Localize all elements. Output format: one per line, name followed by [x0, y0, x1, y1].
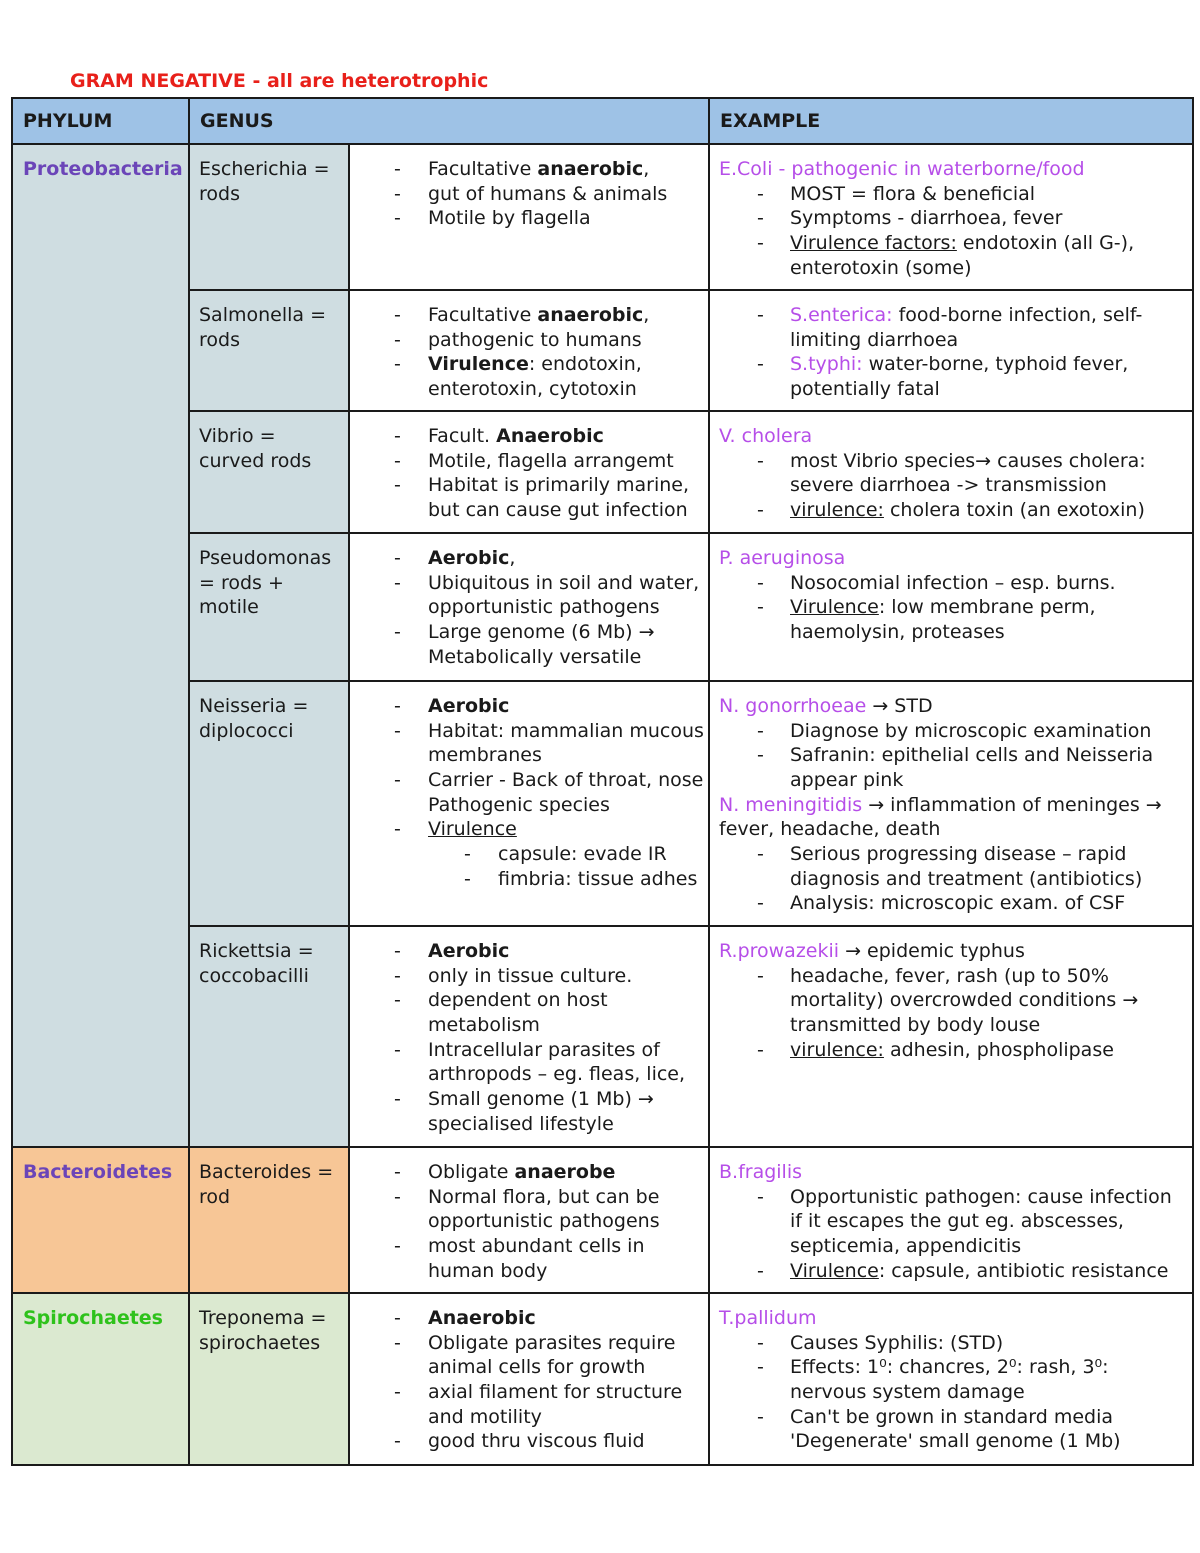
list-item	[719, 498, 1188, 523]
list-item	[350, 964, 704, 989]
list-item	[350, 817, 704, 891]
example-line	[719, 1160, 1188, 1185]
underlined-label: virulence:	[790, 1038, 884, 1061]
list-item	[350, 988, 704, 1037]
example-line	[719, 424, 1188, 449]
genus-properties-cell	[349, 681, 709, 926]
list-item	[350, 1331, 704, 1380]
example-list	[719, 964, 1188, 1063]
text: Motile, flagella arrangemt	[428, 449, 674, 472]
text: Facultative	[428, 304, 538, 326]
list-item	[350, 1380, 704, 1429]
genus-cell: Neisseria = diplococci	[189, 681, 349, 926]
list-item	[350, 1185, 704, 1234]
sub-list-item: - capsule: evade IR	[428, 842, 704, 867]
list-item	[350, 182, 704, 207]
genus-cell: Rickettsia = coccobacilli	[189, 926, 349, 1147]
sub-list-item: - fimbria: tissue adhes	[428, 867, 704, 892]
text: headache, fever, rash (up to 50% mortality) overcrowded conditions → transmitted by body louse	[790, 964, 1139, 1036]
table-row	[12, 144, 1193, 290]
text: most abundant cells in human body	[428, 1234, 645, 1282]
list-item	[719, 182, 1188, 207]
list-item	[719, 206, 1188, 231]
properties-list	[350, 1160, 704, 1284]
example-list	[719, 303, 1188, 402]
list-item	[350, 768, 704, 817]
properties-list	[350, 546, 704, 670]
text: MOST = flora & beneficial	[790, 182, 1036, 205]
list-item	[719, 964, 1188, 1038]
example-cell	[709, 1293, 1193, 1465]
text: Safranin: epithelial cells and Neisseria appear pink	[790, 744, 1154, 791]
text: Motile by flagella	[428, 207, 591, 230]
list-item	[719, 1185, 1188, 1259]
header-example: EXAMPLE	[709, 98, 1193, 144]
list-item	[350, 1234, 704, 1283]
genus-properties-cell	[349, 144, 709, 290]
species-name: V. cholera	[719, 424, 813, 447]
text: ,	[643, 158, 650, 180]
list-item	[350, 473, 704, 522]
list-item	[350, 1160, 704, 1185]
table-row	[12, 533, 1193, 681]
text: Obligate parasites require animal cells for growth	[428, 1331, 676, 1379]
example-list	[719, 719, 1188, 793]
text: Ubiquitous in soil and water, opportunistic pathogens	[428, 571, 700, 619]
phylum-cell-bacteroidetes: Bacteroidetes	[12, 1147, 189, 1293]
genus-cell: Escherichia = rods	[189, 144, 349, 290]
species-name: T.pallidum	[719, 1306, 817, 1329]
example-list	[719, 449, 1188, 523]
text: Effects: 1⁰: chancres, 2⁰: rash, 3⁰: nervous system damage	[790, 1356, 1109, 1403]
genus-properties-cell	[349, 1293, 709, 1465]
list-item	[719, 1405, 1188, 1454]
text: adhesin, phospholipase	[883, 1038, 1114, 1061]
text: → STD	[866, 694, 933, 717]
text: Opportunistic pathogen: cause infection if it escapes the gut eg. abscesses, septicemia, appendicitis	[790, 1185, 1172, 1257]
table-row	[12, 290, 1193, 411]
text: Nosocomial infection – esp. burns.	[790, 571, 1116, 594]
example-list	[719, 1331, 1188, 1455]
text: Intracellular parasites of arthropods – eg. fleas, lice,	[428, 1038, 686, 1086]
list-item	[350, 1087, 704, 1136]
list-item	[350, 546, 704, 571]
bold-term: Aerobic	[428, 694, 510, 717]
text: Diagnose by microscopic examination	[790, 719, 1152, 742]
table-row	[12, 1293, 1193, 1465]
species-name: P. aeruginosa	[719, 546, 846, 569]
example-line	[719, 546, 1188, 571]
text: dependent on host metabolism	[428, 989, 608, 1036]
species-name: B.fragilis	[719, 1160, 803, 1183]
list-item	[350, 449, 704, 474]
example-line	[719, 939, 1188, 964]
text: Carrier - Back of throat, nose Pathogenic species	[428, 768, 704, 816]
text: Facult.	[428, 424, 497, 447]
species-name: N. meningitidis	[719, 793, 863, 816]
underlined-label: Virulence	[428, 818, 517, 841]
list-item	[350, 1306, 704, 1331]
properties-list	[350, 1306, 704, 1454]
list-item	[719, 449, 1188, 498]
list-item	[350, 719, 704, 768]
text: only in tissue culture.	[428, 964, 633, 987]
species-name: R.prowazekii	[719, 939, 840, 962]
list-item	[719, 842, 1188, 891]
gram-negative-table	[11, 97, 1194, 1466]
properties-list	[350, 939, 704, 1137]
text: Large genome (6 Mb) → Metabolically versatile	[428, 620, 655, 668]
list-item	[350, 1429, 704, 1454]
example-line	[719, 694, 1188, 719]
bold-term: Aerobic	[428, 546, 510, 569]
text: Obligate	[428, 1160, 515, 1183]
list-item	[719, 303, 1188, 352]
page-title: GRAM NEGATIVE - all are heterotrophic	[70, 70, 489, 92]
list-item	[350, 1038, 704, 1087]
example-line	[719, 157, 1188, 182]
header-genus: GENUS	[189, 98, 709, 144]
list-item	[350, 328, 704, 353]
bold-term: anaerobic	[537, 158, 644, 180]
list-item	[350, 303, 704, 328]
example-cell	[709, 926, 1193, 1147]
example-list	[719, 571, 1188, 645]
example-list	[719, 1185, 1188, 1284]
list-item	[719, 1331, 1188, 1356]
bold-term: Aerobic	[428, 939, 510, 962]
text: food-borne infection, self-limiting diarrhoea	[790, 304, 1143, 351]
text: cholera toxin (an exotoxin)	[883, 498, 1145, 521]
list-item	[350, 620, 704, 669]
list-item	[719, 595, 1188, 644]
table-row	[12, 926, 1193, 1147]
list-item	[719, 1259, 1188, 1284]
list-item	[350, 157, 704, 182]
text: Habitat is primarily marine, but can cause gut infection	[428, 474, 690, 521]
text: → inflammation of meninges → fever, headache, death	[719, 793, 1162, 841]
text: pathogenic to humans	[428, 328, 642, 351]
sub-list	[428, 842, 704, 891]
list-item	[719, 571, 1188, 596]
species-name: S.enterica:	[790, 304, 893, 326]
text: ,	[643, 304, 650, 326]
text: good thru viscous fluid	[428, 1430, 645, 1453]
list-item	[719, 719, 1188, 744]
example-cell	[709, 411, 1193, 533]
bold-term: Virulence	[428, 353, 529, 376]
list-item	[719, 231, 1188, 280]
genus-properties-cell	[349, 533, 709, 681]
text: Can't be grown in standard media 'Degenerate' small genome (1 Mb)	[790, 1405, 1121, 1453]
genus-properties-cell	[349, 926, 709, 1147]
species-name: E.Coli - pathogenic in waterborne/food	[719, 158, 1085, 180]
bold-term: Anaerobic	[496, 424, 604, 447]
example-cell	[709, 144, 1193, 290]
text: : capsule, antibiotic resistance	[878, 1259, 1169, 1282]
text: : endotoxin, enterotoxin, cytotoxin	[428, 353, 642, 401]
text: Symptoms - diarrhoea, fever	[790, 207, 1063, 230]
text: Habitat: mammalian mucous membranes	[428, 719, 704, 767]
example-list	[719, 842, 1188, 916]
list-item	[719, 743, 1188, 792]
genus-properties-cell	[349, 290, 709, 411]
list-item	[719, 352, 1188, 401]
underlined-label: virulence:	[790, 498, 884, 521]
species-name: S.typhi:	[790, 353, 863, 376]
text: axial filament for structure and motility	[428, 1380, 683, 1428]
genus-cell: Pseudomonas = rods + motile	[189, 533, 349, 681]
genus-properties-cell	[349, 411, 709, 533]
text: ,	[509, 546, 516, 569]
list-item	[719, 1355, 1188, 1404]
example-cell	[709, 290, 1193, 411]
header-row	[12, 98, 1193, 144]
example-cell	[709, 1147, 1193, 1293]
text: Causes Syphilis: (STD)	[790, 1331, 1004, 1354]
properties-list	[350, 694, 704, 892]
list-item	[350, 694, 704, 719]
example-cell	[709, 681, 1193, 926]
example-list	[719, 182, 1188, 281]
underlined-label: Virulence factors:	[790, 232, 957, 255]
text: → epidemic typhus	[839, 939, 1025, 962]
genus-cell: Treponema = spirochaetes	[189, 1293, 349, 1465]
table-row	[12, 411, 1193, 533]
properties-list	[350, 157, 704, 231]
list-item	[719, 891, 1188, 916]
phylum-cell-spirochaetes: Spirochaetes	[12, 1293, 189, 1465]
list-item	[350, 352, 704, 401]
list-item	[350, 206, 704, 231]
text: Serious progressing disease – rapid diagnosis and treatment (antibiotics)	[790, 843, 1143, 890]
properties-list	[350, 303, 704, 402]
list-item	[719, 1038, 1188, 1063]
example-cell	[709, 533, 1193, 681]
text: Facultative	[428, 158, 538, 180]
list-item	[350, 424, 704, 449]
table-row	[12, 681, 1193, 926]
example-line	[719, 793, 1188, 842]
phylum-cell-proteobacteria: Proteobacteria	[12, 144, 189, 1147]
bold-term: Anaerobic	[428, 1306, 536, 1329]
genus-cell: Bacteroides = rod	[189, 1147, 349, 1293]
list-item	[350, 939, 704, 964]
species-name: N. gonorrhoeae	[719, 694, 867, 717]
genus-cell: Vibrio = curved rods	[189, 411, 349, 533]
text: : low membrane perm, haemolysin, proteases	[790, 596, 1096, 643]
text: Analysis: microscopic exam. of CSF	[790, 892, 1126, 915]
underlined-label: Virulence	[790, 1259, 879, 1282]
text: Small genome (1 Mb) → specialised lifestyle	[428, 1088, 654, 1135]
text: water-borne, typhoid fever, potentially fatal	[790, 353, 1129, 401]
underlined-label: Virulence	[790, 596, 879, 619]
list-item	[350, 571, 704, 620]
bold-term: anaerobic	[537, 304, 644, 326]
bold-term: anaerobe	[514, 1160, 616, 1183]
example-line	[719, 1306, 1188, 1331]
genus-cell: Salmonella = rods	[189, 290, 349, 411]
properties-list	[350, 424, 704, 523]
text: endotoxin (all G-), enterotoxin (some)	[790, 232, 1135, 279]
table-row	[12, 1147, 1193, 1293]
genus-properties-cell	[349, 1147, 709, 1293]
text: Normal flora, but can be opportunistic pathogens	[428, 1185, 660, 1233]
text: gut of humans & animals	[428, 182, 668, 205]
text: most Vibrio species→ causes cholera: severe diarrhoea -> transmission	[790, 449, 1146, 497]
header-phylum: PHYLUM	[12, 98, 189, 144]
